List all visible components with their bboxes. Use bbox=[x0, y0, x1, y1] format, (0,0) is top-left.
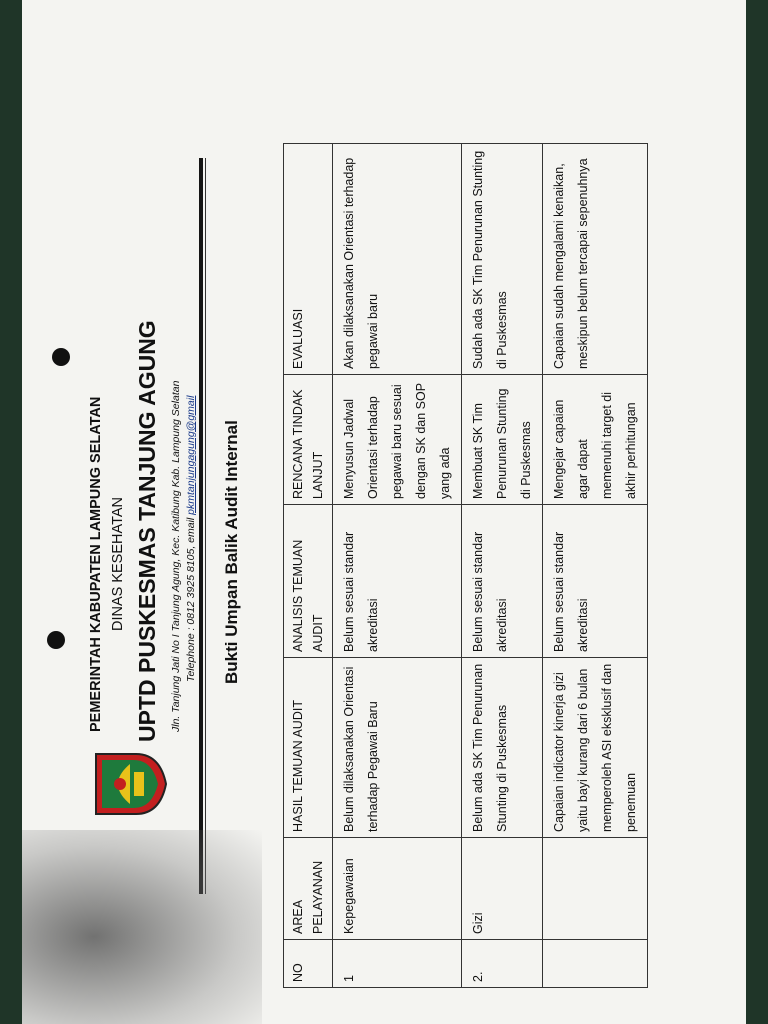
cell-no: 2. bbox=[462, 940, 543, 988]
letterhead-government: PEMERINTAH KABUPATEN LAMPUNG SELATAN bbox=[88, 396, 104, 732]
regency-logo-icon bbox=[90, 750, 168, 818]
phone-text: Telephone : 0812 3925 8105, email bbox=[185, 517, 197, 682]
cell-area bbox=[543, 838, 648, 940]
cell-evaluasi: Sudah ada SK Tim Penurunan Stunting di Puskesmas bbox=[462, 144, 543, 375]
cell-evaluasi: Akan dilaksanakan Orientasi terhadap pegawai baru bbox=[333, 144, 462, 375]
cell-analisis: Belum sesuai standar akreditasi bbox=[462, 505, 543, 658]
header-analisis: ANALISIS TEMUAN AUDIT bbox=[284, 505, 333, 658]
header-rencana: RENCANA TINDAK LANJUT bbox=[284, 375, 333, 505]
cell-no bbox=[543, 940, 648, 988]
cell-analisis: Belum sesuai standar akreditasi bbox=[333, 505, 462, 658]
cell-rencana: Menyusun Jadwal Orientasi terhadap pegawai baru sesuai dengan SK dan SOP yang ada bbox=[333, 375, 462, 505]
header-area: AREA PELAYANAN bbox=[284, 838, 333, 940]
letterhead-institution: UPTD PUSKESMAS TANJUNG AGUNG bbox=[134, 320, 160, 742]
letterhead-contact bbox=[185, 396, 197, 682]
cell-area: Kepegawaian bbox=[333, 838, 462, 940]
header-no: NO bbox=[284, 940, 333, 988]
cell-area: Gizi bbox=[462, 838, 543, 940]
header-hasil: HASIL TEMUAN AUDIT bbox=[284, 658, 333, 838]
cell-no: 1 bbox=[333, 940, 462, 988]
cell-evaluasi: Capaian sudah mengalami kenaikan, meskipun belum tercapai sepenuhnya bbox=[543, 144, 648, 375]
punch-hole-right bbox=[52, 348, 70, 366]
cell-hasil: Belum ada SK Tim Penurunan Stunting di Puskesmas bbox=[462, 658, 543, 838]
punch-hole-left bbox=[47, 631, 65, 649]
letterhead-divider-thin bbox=[205, 158, 206, 894]
cell-analisis: Belum sesuai standar akreditasi bbox=[543, 505, 648, 658]
cell-hasil: Belum dilaksanakan Orientasi terhadap Pegawai Baru bbox=[333, 658, 462, 838]
email-link[interactable]: pkmtanjungagung@gmail bbox=[185, 395, 197, 515]
table-row bbox=[543, 144, 648, 988]
cell-rencana: Mengejar capaian agar dapat memenuhi target di akhir perhitungan bbox=[543, 375, 648, 505]
cell-rencana: Membuat SK Tim Penurunan Stunting di Puskesmas bbox=[462, 375, 543, 505]
table-row bbox=[462, 144, 543, 988]
letterhead-address: Jln. Tanjung Jati No I Tanjung Agung, Kec. Katibung Kab. Lampung Selatan bbox=[170, 380, 182, 732]
audit-feedback-table bbox=[283, 143, 648, 988]
table-header-row bbox=[284, 144, 333, 988]
letterhead-divider bbox=[199, 158, 203, 894]
table-row bbox=[333, 144, 462, 988]
cell-hasil: Capaian indicator kinerja gizi yaitu bayi kurang dari 6 bulan memperoleh ASI eksklusif dan penemuan bbox=[543, 658, 648, 838]
document-title: Bukti Umpan Balik Audit Internal bbox=[222, 420, 241, 684]
header-evaluasi: EVALUASI bbox=[284, 144, 333, 375]
photo-shadow bbox=[22, 830, 262, 1024]
letterhead-department: DINAS KESEHATAN bbox=[110, 496, 126, 631]
